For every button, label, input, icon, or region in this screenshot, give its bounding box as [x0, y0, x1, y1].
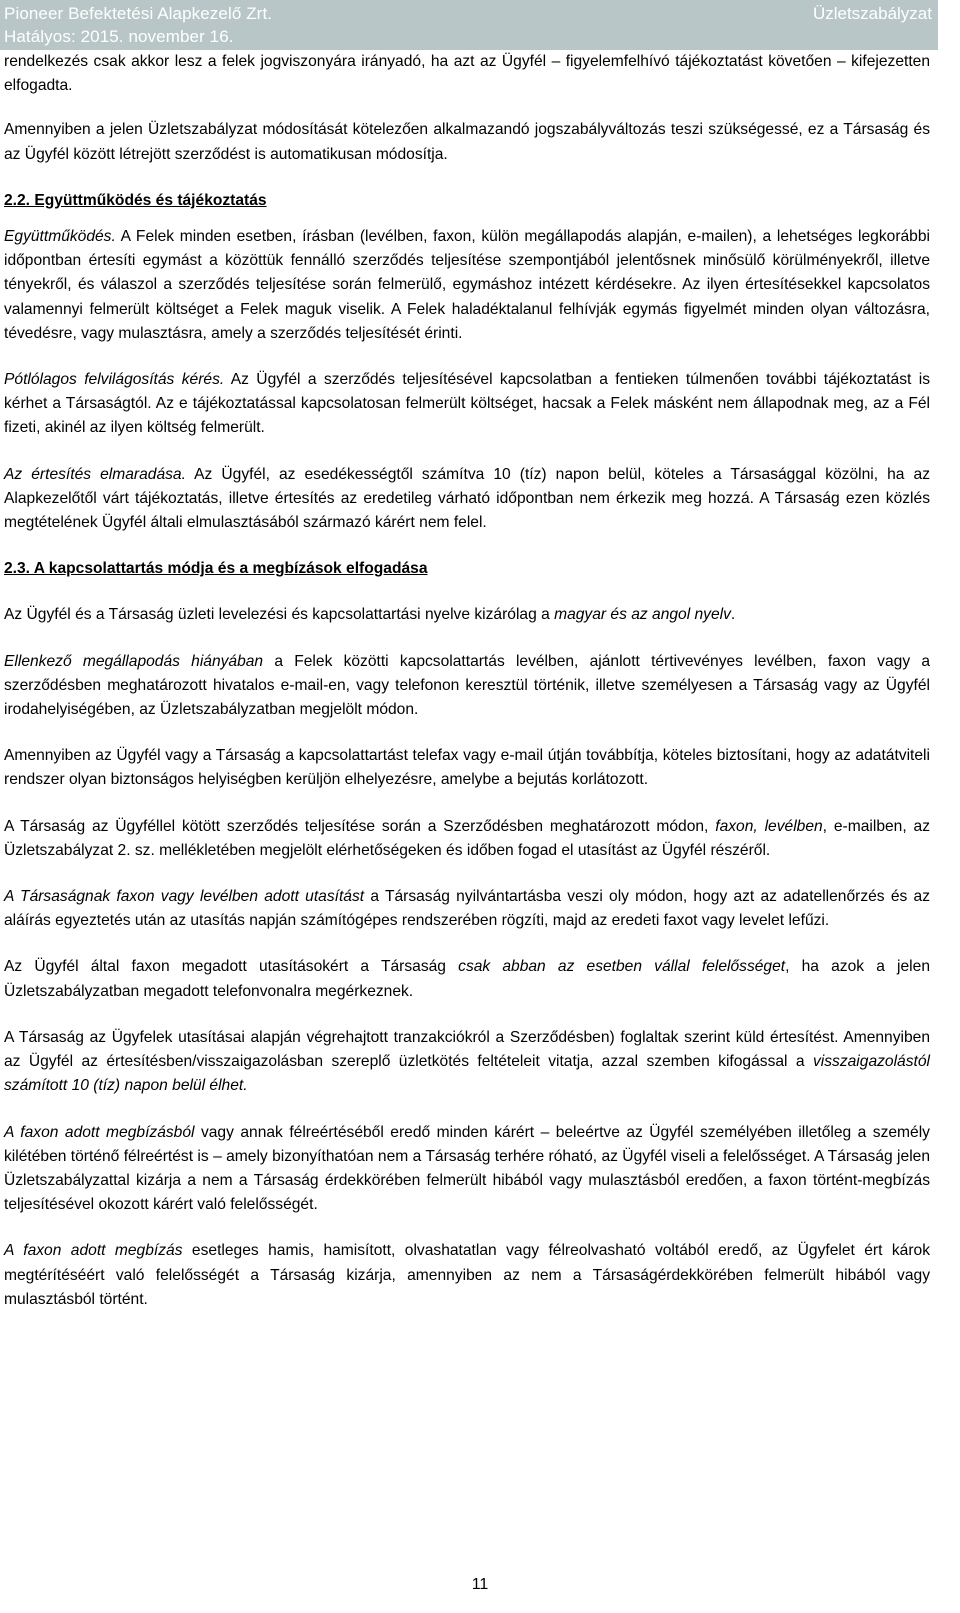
- paragraph-missing-notice: [4, 463, 930, 536]
- paragraph-lead: A faxon adott megbízásból: [4, 1123, 195, 1141]
- section-heading-2-2: 2.2. Együttműködés és tájékoztatás: [4, 191, 267, 209]
- paragraph-text: vagy annak félreértéséből eredő minden kárért – beleértve az Ügyfél személyében illetőleg a személy kilétében történő félreértést is – amely bizonyíthatóan nem a Társaság terhére róható, az Ügyfél viseli a felelősséget. A Társaság jelen Üzletszabályzattal kizárja a nem a Társaság érdekkörében felmerült hibából vagy mulasztásból eredően, a faxon történt-megbízás teljesítésével okozott kárért való felelősségét.: [4, 1123, 930, 1214]
- paragraph-law-change: Amennyiben a jelen Üzletszabályzat módosítását kötelezően alkalmazandó jogszabályváltozás teszi szükségessé, ez a Társaság és az Ügyfél között létrejött szerződést is automatikusan módosítja.: [4, 121, 930, 163]
- paragraph-text: a Felek közötti kapcsolattartás levélben, ajánlott tértivevényes levélben, faxon vagy a szerződésben meghatározott hivatalos e-mail-en, vagy telefonon keresztül történik, illetve személyesen a Társaság vagy az Ügyfél irodahelyiségében, az Üzletszabályzatban megjelölt módon.: [4, 652, 931, 719]
- paragraph-lead: A faxon adott megbízás: [4, 1242, 183, 1260]
- paragraph-text: Az Ügyfél a szerződés teljesítésével kapcsolatban a fentieken túlmenően további tájékoztatást is kérhet a Társaságtól. Az e tájékoztatással kapcsolatosan felmerült költséget, hacsak a Felek másként nem állapodnak meg, az a Fél fizeti, akinél az ilyen költség felmerült.: [4, 371, 930, 437]
- paragraph-text: , ha azok a jelen Üzletszabályzatban megadott telefonvonalra megérkeznek.: [4, 958, 930, 1000]
- paragraph-text: a Társaság nyilvántartásba veszi oly módon, hogy azt az adatellenőrzés és az aláírás egyeztetés után az utasítás napján számítógépes rendszerében rögzíti, majd az eredeti faxot vagy levelet lefűzi.: [4, 888, 930, 930]
- paragraph-lead: A Társaságnak faxon vagy levélben adott utasítást: [4, 888, 365, 906]
- paragraph-emphasis: visszaigazolástól számított 10 (tíz) napon belül élhet.: [4, 1053, 930, 1095]
- paragraph-text: A Társaság az Ügyfelek utasításai alapján végrehajtott tranzakciókról a Szerződésben) foglaltak szerint küld értesítést. Amennyiben az Ügyfél az értesítésben/visszaigazolásban szereplő üzletkötés feltételeit vitatja, azzal szemben kifogással a: [4, 1028, 930, 1071]
- paragraph-emphasis: csak abban az esetben vállal felelősséget: [458, 958, 786, 976]
- paragraph-lead: Együttműködés.: [4, 228, 116, 246]
- paragraph-fax-letter-registration: [4, 885, 930, 933]
- header-company: Pioneer Befektetési Alapkezelő Zrt.: [4, 4, 273, 23]
- paragraph-text: Az Ügyfél és a Társaság üzleti levelezési és kapcsolattartási nyelve kizárólag a: [4, 606, 555, 624]
- paragraph-lead: Az értesítés elmaradása.: [4, 465, 186, 483]
- paragraph-emphasis: magyar és az angol nyelv: [554, 606, 731, 624]
- header-document-title: Üzletszabályzat: [812, 4, 932, 23]
- paragraph-cooperation: [4, 225, 930, 346]
- paragraph-lead: Pótlólagos felvilágosítás kérés.: [4, 371, 225, 389]
- paragraph-text: A Társaság az Ügyféllel kötött szerződés teljesítése során a Szerződésben meghatározott módon,: [4, 817, 716, 835]
- paragraph-text: esetleges hamis, hamisított, olvashatatlan vagy félreolvasható voltából eredő, az Ügyfelet ért károk megtérítéséért való felelősségét a Társaság kizárja, amennyiben az nem a Társaságérdekkörében felmerült hibából vagy mulasztásból történt.: [4, 1242, 930, 1308]
- paragraph-continuation: rendelkezés csak akkor lesz a felek jogviszonyára irányadó, ha azt az Ügyfél – figyelemfelhívó tájékoztatást követően – kifejezetten elfogadta.: [4, 53, 930, 95]
- paragraph-text: .: [730, 606, 736, 624]
- page-header: [0, 0, 960, 50]
- paragraph-language: [4, 603, 930, 627]
- document-body: [4, 50, 930, 1334]
- paragraph-fax-liability: [4, 955, 930, 1003]
- paragraph-additional-info: [4, 368, 930, 441]
- page-number: 11: [471, 1576, 489, 1593]
- paragraph-fax-forgery: [4, 1239, 930, 1312]
- paragraph-text: Az Ügyfél által faxon megadott utasításokért a Társaság: [4, 958, 459, 976]
- paragraph-fax-order-damage: [4, 1121, 930, 1218]
- paragraph-text: , e-mailben, az Üzletszabályzat 2. sz. mellékletében megjelölt elérhetőségeken és időben fogad el utasítást az Ügyfél részéről.: [4, 817, 930, 859]
- header-band: [0, 0, 938, 50]
- paragraph-text: Az Ügyfél, az esedékességtől számítva 10 (tíz) napon belül, köteles a Társasággal közölni, ha az Alapkezelőtől várt tájékoztatás, illetve értesítés az eredetileg várható időpontban nem érkezik meg hozzá. A Társaság ezen közlés megtételének Ügyfél általi elmulasztásából származó kárért nem felel.: [4, 465, 930, 532]
- paragraph-fax-email-security: Amennyiben az Ügyfél vagy a Társaság a kapcsolattartást telefax vagy e-mail útján továbbítja, köteles biztosítani, hogy az adatátviteli rendszer olyan biztonságos helyiségben kerüljön elhelyezésre, amelybe a bejutás korlátozott.: [4, 747, 930, 789]
- header-effective-date: Hatályos: 2015. november 16.: [4, 27, 234, 46]
- paragraph-emphasis: faxon, levélben: [715, 817, 823, 835]
- paragraph-lead: Ellenkező megállapodás hiányában: [4, 652, 264, 670]
- paragraph-instruction-channels: [4, 815, 930, 863]
- paragraph-contact-methods: [4, 650, 930, 723]
- paragraph-text: A Felek minden esetben, írásban (levélben, faxon, külön megállapodás alapján, e-mailen), a lehetséges legkorábbi időpontban értesíti egymást a közöttük fennálló szerződés teljesítése szempontjából jelentősnek minősülő körülményekről, illetve tényekről, és válaszol a szerződés teljesítése során felmerülő, egymáshoz intézett kérdésekre. Az ilyen értesítésekkel kapcsolatos valamennyi felmerült költséget a Felek maguk viselik. A Felek haladéktalanul felhívják egymás figyelmét minden olyan változásra, tévedésre, vagy mulasztásra, amely a szerződés teljesítését érinti.: [4, 228, 930, 342]
- section-heading-2-3: 2.3. A kapcsolattartás módja és a megbízások elfogadása: [4, 560, 428, 578]
- paragraph-confirmation: [4, 1026, 930, 1099]
